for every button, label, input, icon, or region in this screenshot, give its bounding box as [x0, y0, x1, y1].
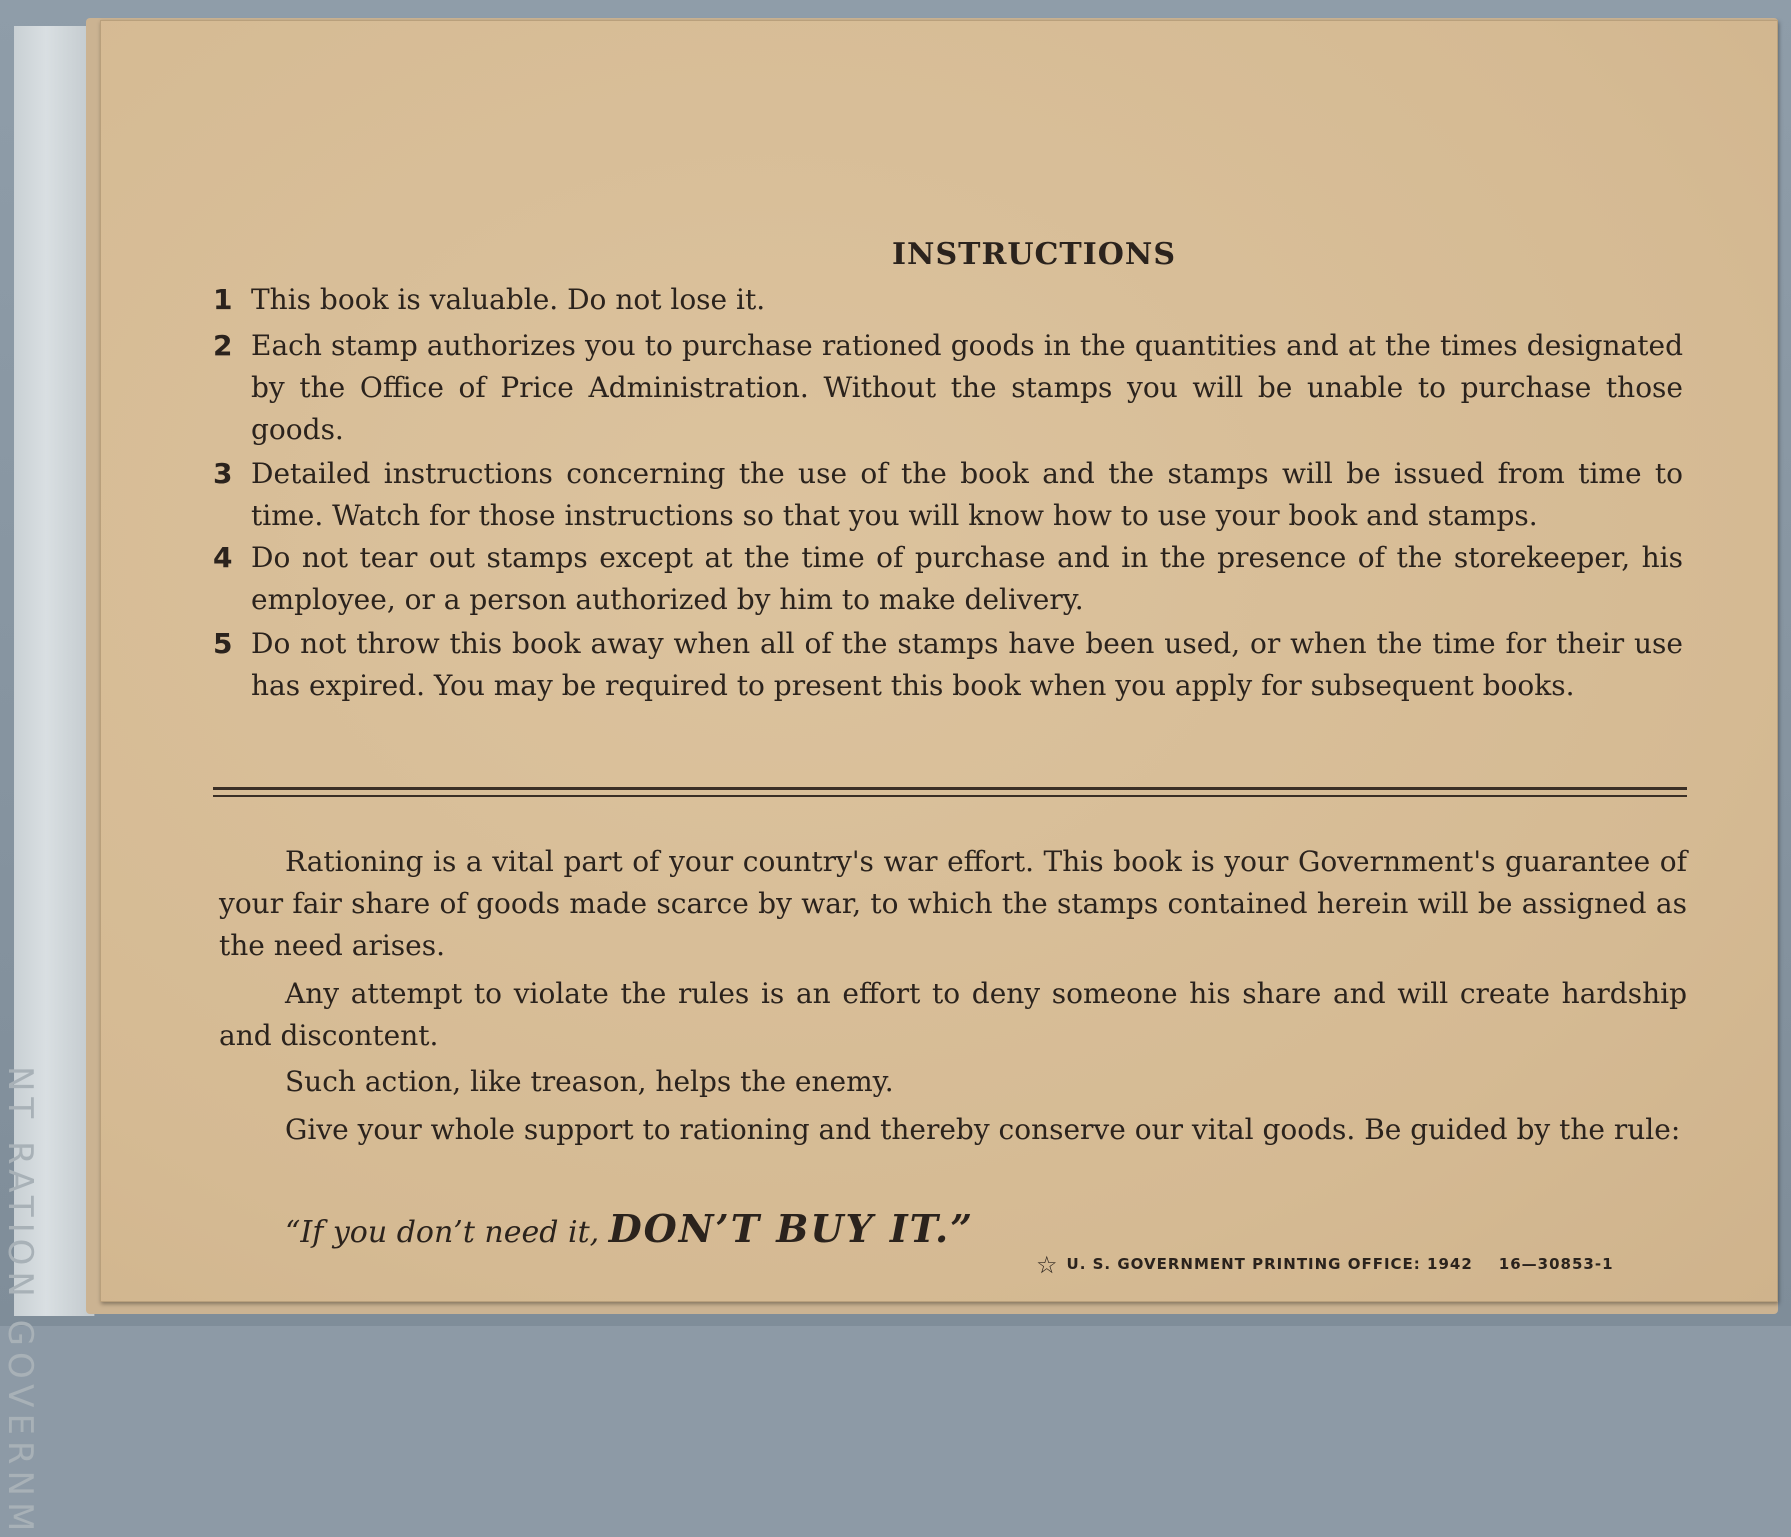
- instruction-item: [213, 453, 1683, 537]
- body-paragraph: [219, 841, 1687, 967]
- instruction-number: 3: [213, 457, 233, 490]
- paragraph-text: Give your whole support to rationing and thereby conserve our vital goods. Be guided by the rule:: [285, 1113, 1681, 1146]
- star-icon: ☆: [1036, 1251, 1059, 1279]
- paragraph-text: Any attempt to violate the rules is an effort to deny someone his share and will create hardship and discontent.: [219, 977, 1687, 1052]
- stub-watermark: NT RATION GOVERNM: [0, 1066, 40, 1537]
- body-paragraph: [219, 1061, 1687, 1103]
- booklet-stub: [0, 26, 95, 1537]
- paragraph-text: Rationing is a vital part of your country's war effort. This book is your Government's guarantee of your fair share of goods made scarce by war, to which the stamps contained herein will be assigned as the need arises.: [219, 845, 1687, 962]
- imprint-code: 16—30853-1: [1498, 1255, 1614, 1273]
- paragraph-text: Such action, like treason, helps the enemy.: [285, 1065, 894, 1098]
- slogan-emphasis: DON’T BUY IT.”: [608, 1206, 975, 1251]
- instruction-item: [213, 279, 1683, 321]
- instruction-item: [213, 325, 1683, 451]
- divider-rule-top: [213, 787, 1687, 790]
- instruction-item: [213, 623, 1683, 707]
- printer-imprint: [1036, 1251, 1614, 1279]
- slogan-lead: “If you don’t need it,: [285, 1215, 600, 1250]
- instruction-item: [213, 537, 1683, 621]
- instruction-text: This book is valuable. Do not lose it.: [251, 283, 766, 316]
- instruction-number: 5: [213, 627, 233, 660]
- instruction-text: Do not throw this book away when all of the stamps have been used, or when the time for their use has expired. You may be required to present this book when you apply for subsequent books.: [251, 627, 1683, 702]
- page-title: INSTRUCTIONS: [892, 237, 1176, 272]
- instruction-text: Each stamp authorizes you to purchase rationed goods in the quantities and at the times designated by the Office of Price Administration. Without the stamps you will be unable to purchase those goods.: [251, 329, 1683, 446]
- body-paragraph: [219, 973, 1687, 1057]
- slogan: [285, 1206, 974, 1251]
- instruction-text: Detailed instructions concerning the use of the book and the stamps will be issued from time to time. Watch for those instructions so that you will know how to use your book and stamps.: [251, 457, 1683, 532]
- ration-book-page: [100, 20, 1778, 1302]
- instruction-text: Do not tear out stamps except at the time of purchase and in the presence of the storekeeper, his employee, or a person authorized by him to make delivery.: [251, 541, 1683, 616]
- body-paragraph: [219, 1109, 1687, 1151]
- instruction-number: 4: [213, 541, 233, 574]
- instruction-number: 1: [213, 283, 233, 316]
- imprint-office: U. S. GOVERNMENT PRINTING OFFICE: 1942: [1066, 1255, 1473, 1273]
- instruction-number: 2: [213, 329, 233, 362]
- divider-rule-bottom: [213, 795, 1687, 797]
